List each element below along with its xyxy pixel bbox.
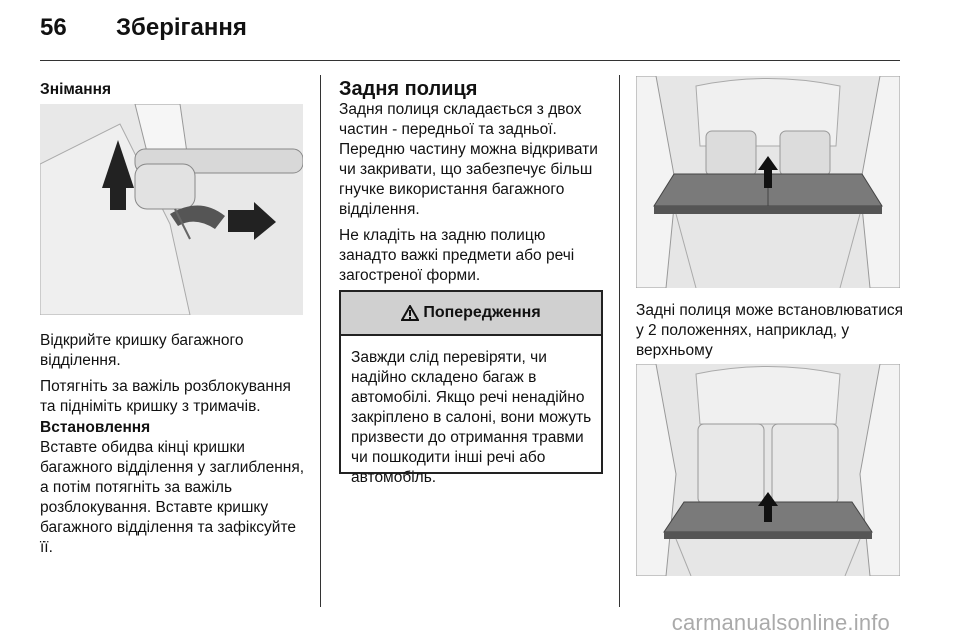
paragraph-install: Вставте обидва кінці кришки багажного відділення у заглиблення, а потім потягніть за важіль розблокування. Вставте кришку багажного відділення та зафіксуйте її. — [40, 439, 305, 556]
heading-rear-shelf: Задня полиця — [339, 78, 478, 100]
heading-remove: Знімання — [40, 81, 112, 98]
paragraph-shelf-caution: Не кладіть на задню полицю занадто важкі предмети або речі загостреної форми. — [339, 227, 575, 284]
paragraph-pull-lever: Потягніть за важіль розблокування та підніміть кришку з тримачів. — [40, 378, 291, 415]
watermark: carmanualsonline.info — [671, 610, 890, 635]
warning-title: Попередження — [423, 304, 541, 321]
shelf-upper-drawing — [636, 76, 900, 288]
cover-removal-drawing — [40, 104, 303, 315]
illustration-shelf-lower — [636, 364, 900, 576]
caption-shelf-positions: Задні полиця може встановлюватися у 2 положеннях, наприклад, у верхньому — [636, 302, 904, 359]
warning-text: Завжди слід перевіряти, чи надійно складено багаж в автомобілі. Якщо речі ненадійно закріплено в салоні, вони можуть призвести до отримання травми чи пошкодити інші речі або автомобіль. — [351, 349, 592, 486]
illustration-shelf-upper — [636, 76, 900, 288]
page-title: Зберігання — [116, 14, 247, 41]
column-divider-right — [619, 75, 620, 607]
warning-box — [339, 290, 603, 486]
paragraph-open-cover: Відкрийте кришку багажного відділення. — [40, 332, 244, 369]
page-number: 56 — [40, 14, 67, 41]
paragraph-shelf-parts: Задня полиця складається з двох частин - передньої та задньої. Передню частину можна відкривати чи закривати, що забезпечує більш гнучке використання багажного відділення. — [339, 101, 598, 218]
header-rule — [40, 60, 900, 61]
warning-triangle-icon — [401, 305, 419, 321]
shelf-lower-drawing — [636, 364, 900, 576]
heading-install: Встановлення — [40, 419, 151, 436]
warning-header — [341, 292, 601, 336]
column-divider-left — [320, 75, 321, 607]
illustration-cover-removal — [40, 104, 303, 315]
